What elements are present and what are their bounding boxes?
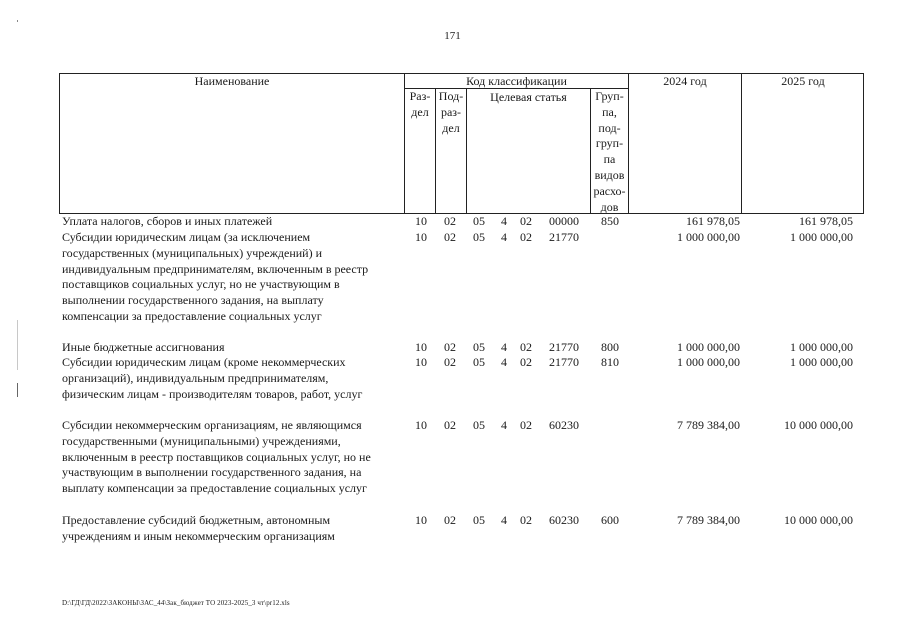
row-cs4: 00000	[549, 214, 579, 228]
row-cs3: 02	[520, 340, 532, 354]
row-razdel: 10	[415, 418, 427, 432]
scan-mark	[17, 20, 18, 22]
row-name: Предоставление субсидий бюджетным, автономным учреждениям и иным некоммерческим организациям	[62, 513, 335, 543]
row-cs1: 05	[473, 513, 485, 527]
row-razdel: 10	[415, 355, 427, 369]
row-cs2: 4	[501, 230, 507, 244]
row-year-2025: 1 000 000,00	[790, 230, 853, 244]
row-cs1: 05	[473, 214, 485, 228]
row-vr: 800	[601, 340, 619, 354]
row-podrazdel: 02	[444, 513, 456, 527]
row-podrazdel: 02	[444, 214, 456, 228]
row-razdel: 10	[415, 513, 427, 527]
row-cs3: 02	[520, 418, 532, 432]
header-year-2024: 2024 год	[663, 74, 707, 88]
header-divider	[466, 88, 467, 214]
row-cs3: 02	[520, 513, 532, 527]
row-cs2: 4	[501, 513, 507, 527]
row-vr: 600	[601, 513, 619, 527]
row-cs2: 4	[501, 340, 507, 354]
row-year-2024: 7 789 384,00	[677, 418, 740, 432]
row-razdel: 10	[415, 230, 427, 244]
row-year-2024: 161 978,05	[686, 214, 740, 228]
row-podrazdel: 02	[444, 340, 456, 354]
header-expense-group: Груп- па, под- груп- па видов расхо- дов	[593, 89, 626, 214]
footer-file-path: D:\ГД\ГД\2022\ЗАКОНЫ\ЗАС_44\Зак_бюджет ТО 2023-2025_3 чт\pr12.xls	[62, 599, 290, 607]
row-year-2024: 1 000 000,00	[677, 340, 740, 354]
header-year-2025: 2025 год	[781, 74, 825, 88]
row-cs4: 21770	[549, 340, 579, 354]
header-section: Раз- дел	[409, 89, 431, 119]
row-year-2024: 1 000 000,00	[677, 355, 740, 369]
row-cs1: 05	[473, 355, 485, 369]
row-year-2025: 10 000 000,00	[784, 513, 853, 527]
row-name: Субсидии некоммерческим организациям, не являющимся государственными (муниципальными) учреждениями, включенным в реестр поставщиков социальных услуг, но не участвующим в выполнении государственного задания, на выплату компенсации за предоставление социальных услуг	[62, 418, 371, 496]
row-year-2025: 10 000 000,00	[784, 418, 853, 432]
row-cs1: 05	[473, 340, 485, 354]
header-subsection: Под- раз- дел	[438, 89, 464, 135]
header-target-article: Целевая статья	[490, 90, 567, 104]
row-name: Иные бюджетные ассигнования	[62, 340, 225, 354]
row-cs1: 05	[473, 418, 485, 432]
row-razdel: 10	[415, 340, 427, 354]
row-cs1: 05	[473, 230, 485, 244]
row-cs4: 21770	[549, 230, 579, 244]
row-name: Субсидии юридическим лицам (кроме некоммерческих организаций), индивидуальным предпринимателям, физическим лицам - производителям товаров, работ, услуг	[62, 355, 363, 401]
row-podrazdel: 02	[444, 355, 456, 369]
page-number: 171	[444, 30, 461, 42]
row-vr: 850	[601, 214, 619, 228]
row-cs3: 02	[520, 230, 532, 244]
row-razdel: 10	[415, 214, 427, 228]
row-cs2: 4	[501, 214, 507, 228]
row-name: Субсидии юридическим лицам (за исключением государственных (муниципальных) учреждений) и индивидуальным предпринимателям, включенным в реестр поставщиков социальных услуг, но не участвующим в выполнении государственного задания, на выплату компенсации за предоставление социальных услуг	[62, 230, 369, 323]
row-cs4: 60230	[549, 513, 579, 527]
row-cs2: 4	[501, 418, 507, 432]
row-name: Уплата налогов, сборов и иных платежей	[62, 214, 273, 228]
row-cs3: 02	[520, 355, 532, 369]
header-divider	[628, 73, 629, 214]
row-cs4: 60230	[549, 418, 579, 432]
header-code-group: Код классификации	[466, 74, 567, 88]
scan-mark	[17, 320, 18, 370]
row-podrazdel: 02	[444, 230, 456, 244]
header-divider	[741, 73, 742, 214]
row-year-2025: 161 978,05	[799, 214, 853, 228]
row-year-2024: 1 000 000,00	[677, 230, 740, 244]
scan-mark	[17, 383, 18, 397]
row-year-2025: 1 000 000,00	[790, 355, 853, 369]
row-cs3: 02	[520, 214, 532, 228]
row-podrazdel: 02	[444, 418, 456, 432]
row-cs2: 4	[501, 355, 507, 369]
row-year-2025: 1 000 000,00	[790, 340, 853, 354]
row-year-2024: 7 789 384,00	[677, 513, 740, 527]
header-name: Наименование	[194, 74, 270, 88]
row-vr: 810	[601, 355, 619, 369]
row-cs4: 21770	[549, 355, 579, 369]
